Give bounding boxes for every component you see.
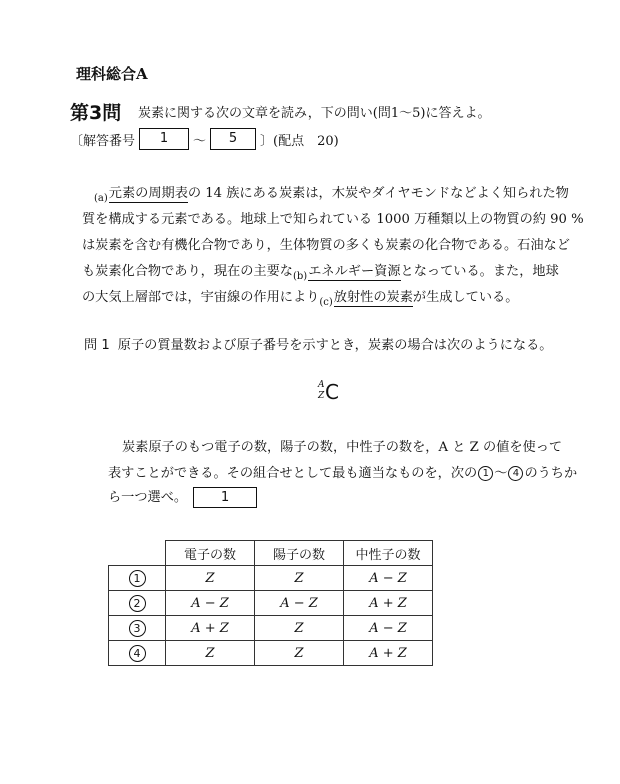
table-header-blank — [109, 541, 166, 566]
table-cell: A − Z — [344, 566, 433, 591]
table-row — [109, 616, 433, 641]
question-number: 第3問 — [70, 102, 122, 124]
option-1-circle: 1 — [129, 570, 146, 587]
label-b: (b) — [293, 271, 308, 282]
option-cell — [109, 591, 166, 616]
passage-line-1 — [94, 182, 569, 204]
element-symbol: C — [325, 380, 339, 404]
q1-body-line-2-start: 表すことができる。その組合せとして最も適当なものを，次の — [108, 466, 478, 481]
choice-last-circle: 4 — [508, 466, 523, 481]
q1-label: 問 1 — [84, 338, 110, 353]
answer-tilde: ～ — [193, 133, 207, 149]
answer-start-box: 1 — [139, 128, 189, 150]
nuclide-notation — [318, 380, 348, 410]
choice-first-circle: 1 — [478, 466, 493, 481]
table-header-neutrons: 中性子の数 — [344, 541, 433, 566]
table-cell: A + Z — [344, 591, 433, 616]
atomic-number: Z — [318, 391, 325, 401]
option-cell — [109, 566, 166, 591]
table-cell: Z — [255, 566, 344, 591]
label-a: (a) — [94, 193, 108, 204]
option-2-circle: 2 — [129, 595, 146, 612]
table-cell: Z — [255, 616, 344, 641]
answer-prefix: 〔解答番号 — [70, 133, 136, 149]
mass-number: A — [318, 380, 325, 390]
q1-text: 原子の質量数および原子番号を示すとき，炭素の場合は次のようになる。 — [117, 338, 553, 353]
passage-line-3: は炭素を含む有機化合物であり，生体物質の多くも炭素の化合物である。石油など — [82, 238, 570, 253]
option-cell — [109, 616, 166, 641]
passage-line-2: 質を構成する元素である。地球上で知られている 1000 万種類以上の物質の約 90 % — [82, 212, 584, 227]
passage-line-4-rest: となっている。また，地球 — [400, 264, 559, 279]
underlined-periodic-table: 元素の周期表 — [108, 186, 188, 201]
answer-end-box: 5 — [210, 128, 256, 150]
option-cell — [109, 641, 166, 666]
table-cell: A − Z — [166, 591, 255, 616]
table-header-electrons: 電子の数 — [166, 541, 255, 566]
table-cell: A − Z — [344, 616, 433, 641]
q1-body-line-3-text: ら一つ選べ。 — [108, 490, 188, 505]
label-c: (c) — [319, 297, 333, 308]
passage-line-5-rest: が生成している。 — [412, 290, 519, 305]
q1-body-line-3 — [108, 486, 257, 508]
table-row — [109, 641, 433, 666]
passage-line-5 — [82, 286, 519, 308]
table-cell: A + Z — [344, 641, 433, 666]
answer-suffix: 〕(配点 20) — [260, 133, 339, 149]
answer-range — [70, 128, 339, 150]
q1-answer-box: 1 — [193, 487, 257, 508]
passage-line-1-rest: の 14 族にある炭素は，木炭やダイヤモンドなどよく知られた物 — [187, 186, 569, 201]
passage-line-4-start: も炭素化合物であり，現在の主要な — [82, 264, 293, 279]
table-header-row — [109, 541, 433, 566]
table-header-protons: 陽子の数 — [255, 541, 344, 566]
q1-statement — [84, 334, 552, 353]
underlined-radioactive-carbon: 放射性の炭素 — [333, 290, 413, 305]
q1-body-line-2-end: のうちか — [524, 466, 578, 481]
passage-line-4 — [82, 260, 559, 282]
q1-body-line-2 — [108, 462, 577, 481]
table-row — [109, 591, 433, 616]
table-cell: Z — [166, 641, 255, 666]
table-cell: Z — [255, 641, 344, 666]
table-row — [109, 566, 433, 591]
option-3-circle: 3 — [129, 620, 146, 637]
underlined-energy-resource: エネルギー資源 — [308, 264, 401, 279]
question-intro: 炭素に関する次の文章を読み，下の問い(問1～5)に答えよ。 — [138, 106, 491, 121]
option-4-circle: 4 — [129, 645, 146, 662]
answer-table — [108, 540, 433, 666]
table-cell: A + Z — [166, 616, 255, 641]
choice-tilde: ～ — [494, 466, 508, 481]
subject-title: 理科総合A — [76, 65, 148, 83]
passage-line-5-start: の大気上層部では，宇宙線の作用により — [82, 290, 320, 305]
table-cell: Z — [166, 566, 255, 591]
q1-body-line-1: 炭素原子のもつ電子の数，陽子の数，中性子の数を，A と Z の値を使って — [122, 440, 563, 455]
table-cell: A − Z — [255, 591, 344, 616]
